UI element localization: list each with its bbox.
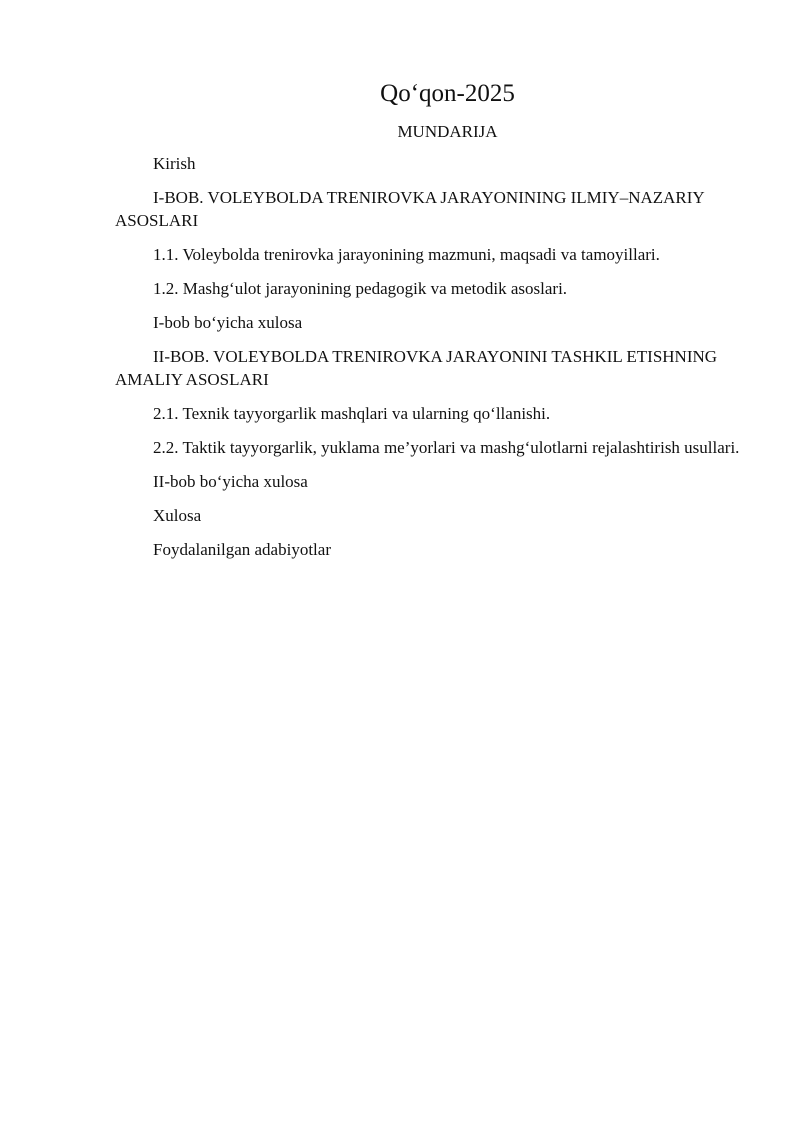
place-date-heading: Qo‘qon-2025 (380, 80, 515, 107)
toc-entry-section-2-2: 2.2. Taktik tayyorgarlik, yuklama me’yorlari va mashg‘ulotlarni rejalashtirish usullari. (153, 438, 740, 457)
table-of-contents (115, 152, 740, 572)
toc-entry-chapter-2: II-BOB. VOLEYBOLDA TRENIROVKA JARAYONINI TASHKIL ETISHNING AMALIY ASOSLARI (115, 347, 718, 389)
toc-entry-section-1-1: 1.1. Voleybolda trenirovka jarayonining mazmuni, maqsadi va tamoyillari. (153, 245, 660, 264)
toc-entry-section-2-1: 2.1. Texnik tayyorgarlik mashqlari va ularning qo‘llanishi. (153, 404, 551, 423)
toc-entry-section-1-2: 1.2. Mashg‘ulot jarayonining pedagogik va metodik asoslari. (153, 279, 568, 298)
toc-entry-introduction: Kirish (153, 154, 196, 173)
toc-entry-chapter-1-conclusion: I-bob bo‘yicha xulosa (153, 313, 303, 332)
table-of-contents-title: MUNDARIJA (397, 122, 498, 141)
toc-entry-chapter-1: I-BOB. VOLEYBOLDA TRENIROVKA JARAYONINING ILMIY–NAZARIY ASOSLARI (115, 188, 705, 230)
toc-entry-chapter-2-conclusion: II-bob bo‘yicha xulosa (153, 472, 308, 491)
toc-entry-references: Foydalanilgan adabiyotlar (153, 540, 331, 559)
toc-entry-conclusion: Xulosa (153, 506, 202, 525)
